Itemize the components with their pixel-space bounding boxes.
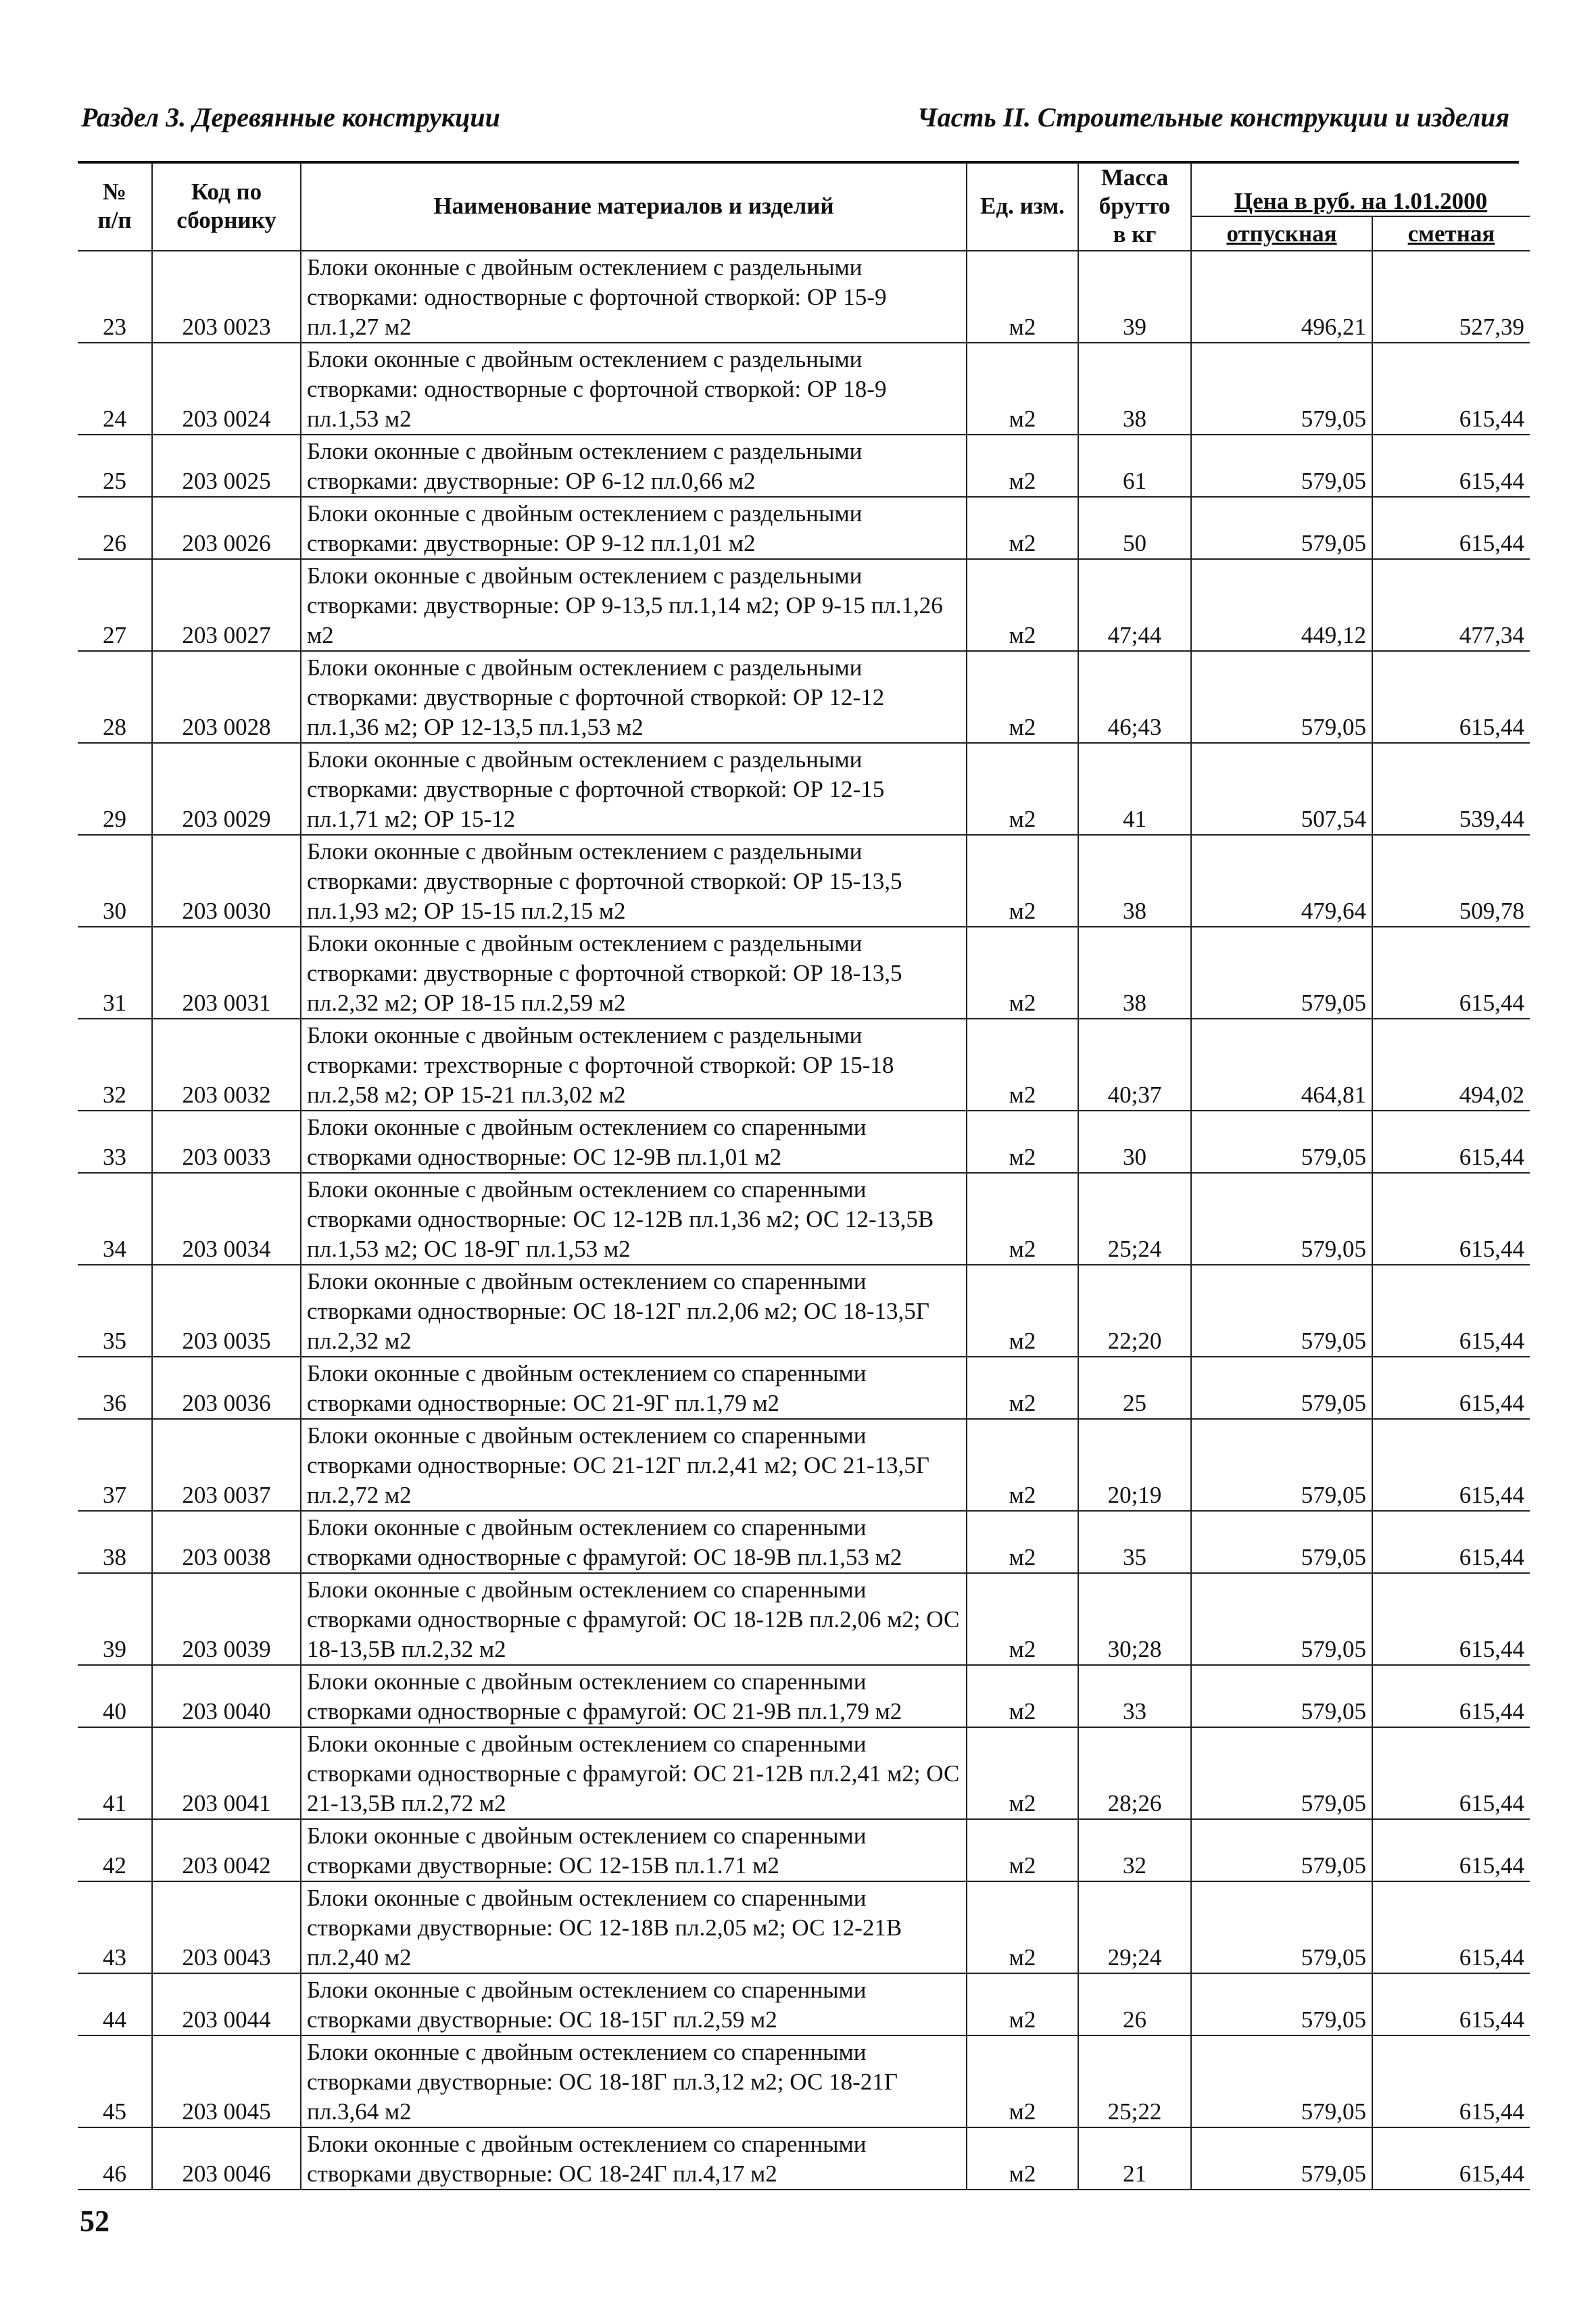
col-header-price-release: отпускная — [1191, 216, 1372, 250]
row-mass: 25 — [1078, 1357, 1191, 1419]
row-price-estimate: 615,44 — [1372, 1357, 1530, 1419]
table-row — [78, 2127, 1530, 2190]
table-row — [78, 251, 1530, 343]
row-unit: м2 — [967, 1973, 1078, 2035]
row-unit: м2 — [967, 1019, 1078, 1111]
row-price-estimate: 615,44 — [1372, 1727, 1530, 1819]
row-mass: 29;24 — [1078, 1881, 1191, 1973]
row-name: Блоки оконные с двойным остеклением со спаренными створками одностворные: ОС 21-12Г пл.2,41 м2; ОС 21-13,5Г пл.2,72 м2 — [301, 1419, 967, 1511]
row-code: 203 0030 — [152, 835, 301, 927]
row-unit: м2 — [967, 435, 1078, 497]
row-unit: м2 — [967, 1357, 1078, 1419]
row-price-estimate: 615,44 — [1372, 651, 1530, 743]
row-price-release: 579,05 — [1191, 651, 1372, 743]
row-price-estimate: 615,44 — [1372, 1973, 1530, 2035]
row-mass: 35 — [1078, 1511, 1191, 1573]
row-price-release: 579,05 — [1191, 1727, 1372, 1819]
row-unit: м2 — [967, 2127, 1078, 2190]
row-name: Блоки оконные с двойным остеклением со спаренными створками двустворные: ОС 18-15Г пл.2,59 м2 — [301, 1973, 967, 2035]
row-price-estimate: 615,44 — [1372, 343, 1530, 435]
row-number: 26 — [78, 497, 152, 559]
table-row — [78, 651, 1530, 743]
row-code: 203 0026 — [152, 497, 301, 559]
row-name: Блоки оконные с двойным остеклением с раздельными створками: двустворные с форточной створкой: ОР 12-12 пл.1,36 м2; ОР 12-13,5 пл.1,53 м2 — [301, 651, 967, 743]
table-row — [78, 1019, 1530, 1111]
col-header-name: Наименование материалов и изделий — [301, 162, 967, 250]
col-header-code: Код по сборнику — [152, 162, 301, 250]
row-code: 203 0036 — [152, 1357, 301, 1419]
row-number: 41 — [78, 1727, 152, 1819]
row-name: Блоки оконные с двойным остеклением со спаренными створками одностворные с фрамугой: ОС 21-12В пл.2,41 м2; ОС 21-13,5В пл.2,72 м2 — [301, 1727, 967, 1819]
row-unit: м2 — [967, 1265, 1078, 1357]
row-name: Блоки оконные с двойным остеклением со спаренными створками одностворные: ОС 18-12Г пл.2,06 м2; ОС 18-13,5Г пл.2,32 м2 — [301, 1265, 967, 1357]
row-code: 203 0046 — [152, 2127, 301, 2190]
row-price-estimate: 615,44 — [1372, 927, 1530, 1019]
row-number: 29 — [78, 743, 152, 835]
row-mass: 38 — [1078, 927, 1191, 1019]
row-price-estimate: 477,34 — [1372, 559, 1530, 651]
row-number: 31 — [78, 927, 152, 1019]
row-unit: м2 — [967, 835, 1078, 927]
row-name: Блоки оконные с двойным остеклением со спаренными створками одностворные с фрамугой: ОС 21-9В пл.1,79 м2 — [301, 1665, 967, 1727]
row-code: 203 0043 — [152, 1881, 301, 1973]
row-price-estimate: 615,44 — [1372, 497, 1530, 559]
row-code: 203 0033 — [152, 1111, 301, 1173]
row-name: Блоки оконные с двойным остеклением с раздельными створками: двустворные с форточной створкой: ОР 15-13,5 пл.1,93 м2; ОР 15-15 пл.2,15 м2 — [301, 835, 967, 927]
row-code: 203 0039 — [152, 1573, 301, 1665]
table-row — [78, 1265, 1530, 1357]
row-mass: 30;28 — [1078, 1573, 1191, 1665]
row-code: 203 0037 — [152, 1419, 301, 1511]
row-code: 203 0024 — [152, 343, 301, 435]
row-mass: 25;24 — [1078, 1173, 1191, 1265]
row-price-estimate: 615,44 — [1372, 1573, 1530, 1665]
row-number: 44 — [78, 1973, 152, 2035]
row-code: 203 0045 — [152, 2035, 301, 2127]
row-mass: 25;22 — [1078, 2035, 1191, 2127]
row-price-estimate: 615,44 — [1372, 2127, 1530, 2190]
row-price-release: 579,05 — [1191, 1881, 1372, 1973]
table-row — [78, 435, 1530, 497]
row-price-release: 579,05 — [1191, 2035, 1372, 2127]
row-price-estimate: 615,44 — [1372, 1173, 1530, 1265]
table-row — [78, 1727, 1530, 1819]
row-price-release: 579,05 — [1191, 1111, 1372, 1173]
table-row — [78, 2035, 1530, 2127]
col-header-mass: Масса брутто в кг — [1078, 162, 1191, 250]
col-header-price-estimate: сметная — [1372, 216, 1530, 250]
row-number: 30 — [78, 835, 152, 927]
row-name: Блоки оконные с двойным остеклением со спаренными створками двустворные: ОС 12-18В пл.2,05 м2; ОС 12-21В пл.2,40 м2 — [301, 1881, 967, 1973]
table-row — [78, 343, 1530, 435]
row-unit: м2 — [967, 1419, 1078, 1511]
row-number: 46 — [78, 2127, 152, 2190]
row-unit: м2 — [967, 251, 1078, 343]
row-price-estimate: 615,44 — [1372, 1819, 1530, 1881]
table-row — [78, 743, 1530, 835]
row-price-release: 579,05 — [1191, 1419, 1372, 1511]
row-price-release: 579,05 — [1191, 1511, 1372, 1573]
row-price-release: 479,64 — [1191, 835, 1372, 927]
row-number: 33 — [78, 1111, 152, 1173]
row-price-release: 464,81 — [1191, 1019, 1372, 1111]
row-price-release: 579,05 — [1191, 1265, 1372, 1357]
row-mass: 40;37 — [1078, 1019, 1191, 1111]
row-price-estimate: 615,44 — [1372, 2035, 1530, 2127]
row-number: 42 — [78, 1819, 152, 1881]
row-name: Блоки оконные с двойным остеклением со спаренными створками двустворные: ОС 18-24Г пл.4,17 м2 — [301, 2127, 967, 2190]
section-header: Раздел 3. Деревянные конструкции — [81, 102, 500, 132]
row-mass: 28;26 — [1078, 1727, 1191, 1819]
row-price-release: 579,05 — [1191, 497, 1372, 559]
row-unit: м2 — [967, 1819, 1078, 1881]
row-number: 25 — [78, 435, 152, 497]
row-price-release: 507,54 — [1191, 743, 1372, 835]
row-unit: м2 — [967, 1665, 1078, 1727]
row-mass: 41 — [1078, 743, 1191, 835]
table-row — [78, 1419, 1530, 1511]
row-mass: 33 — [1078, 1665, 1191, 1727]
row-mass: 61 — [1078, 435, 1191, 497]
row-name: Блоки оконные с двойным остеклением с раздельными створками: одностворные с форточной створкой: ОР 18-9 пл.1,53 м2 — [301, 343, 967, 435]
row-code: 203 0029 — [152, 743, 301, 835]
row-price-estimate: 615,44 — [1372, 1111, 1530, 1173]
row-price-release: 579,05 — [1191, 1173, 1372, 1265]
row-number: 39 — [78, 1573, 152, 1665]
row-unit: м2 — [967, 743, 1078, 835]
table-row — [78, 1173, 1530, 1265]
row-code: 203 0035 — [152, 1265, 301, 1357]
row-mass: 38 — [1078, 343, 1191, 435]
row-mass: 50 — [1078, 497, 1191, 559]
row-price-estimate: 615,44 — [1372, 435, 1530, 497]
row-price-estimate: 615,44 — [1372, 1881, 1530, 1973]
row-name: Блоки оконные с двойным остеклением с раздельными створками: двустворные с форточной створкой: ОР 12-15 пл.1,71 м2; ОР 15-12 — [301, 743, 967, 835]
table-row — [78, 1819, 1530, 1881]
row-code: 203 0038 — [152, 1511, 301, 1573]
row-price-estimate: 615,44 — [1372, 1665, 1530, 1727]
row-price-estimate: 615,44 — [1372, 1419, 1530, 1511]
row-unit: м2 — [967, 497, 1078, 559]
row-name: Блоки оконные с двойным остеклением со спаренными створками двустворные: ОС 12-15В пл.1.71 м2 — [301, 1819, 967, 1881]
row-price-release: 579,05 — [1191, 927, 1372, 1019]
row-price-estimate: 509,78 — [1372, 835, 1530, 927]
row-price-release: 496,21 — [1191, 251, 1372, 343]
col-header-num: № п/п — [78, 162, 152, 250]
row-name: Блоки оконные с двойным остеклением со спаренными створками двустворные: ОС 18-18Г пл.3,12 м2; ОС 18-21Г пл.3,64 м2 — [301, 2035, 967, 2127]
table-row — [78, 1573, 1530, 1665]
row-name: Блоки оконные с двойным остеклением со спаренными створками одностворные с фрамугой: ОС 18-9В пл.1,53 м2 — [301, 1511, 967, 1573]
row-code: 203 0041 — [152, 1727, 301, 1819]
table-row — [78, 1511, 1530, 1573]
row-number: 36 — [78, 1357, 152, 1419]
row-price-estimate: 615,44 — [1372, 1265, 1530, 1357]
row-price-release: 579,05 — [1191, 1357, 1372, 1419]
row-number: 40 — [78, 1665, 152, 1727]
part-header: Часть II. Строительные конструкции и изделия — [917, 102, 1509, 132]
row-price-estimate: 615,44 — [1372, 1511, 1530, 1573]
row-code: 203 0044 — [152, 1973, 301, 2035]
col-header-unit: Ед. изм. — [967, 162, 1078, 250]
row-price-release: 579,05 — [1191, 1573, 1372, 1665]
row-mass: 20;19 — [1078, 1419, 1191, 1511]
row-price-release: 579,05 — [1191, 1973, 1372, 2035]
table-row — [78, 1973, 1530, 2035]
row-code: 203 0025 — [152, 435, 301, 497]
row-unit: м2 — [967, 1881, 1078, 1973]
row-number: 45 — [78, 2035, 152, 2127]
row-code: 203 0040 — [152, 1665, 301, 1727]
row-name: Блоки оконные с двойным остеклением со спаренными створками одностворные: ОС 12-9В пл.1,01 м2 — [301, 1111, 967, 1173]
table-row — [78, 559, 1530, 651]
row-code: 203 0034 — [152, 1173, 301, 1265]
row-number: 23 — [78, 251, 152, 343]
row-unit: м2 — [967, 2035, 1078, 2127]
row-name: Блоки оконные с двойным остеклением с раздельными створками: трехстворные с форточной створкой: ОР 15-18 пл.2,58 м2; ОР 15-21 пл.3,02 м2 — [301, 1019, 967, 1111]
row-number: 43 — [78, 1881, 152, 1973]
row-code: 203 0027 — [152, 559, 301, 651]
row-name: Блоки оконные с двойным остеклением со спаренными створками одностворные: ОС 21-9Г пл.1,79 м2 — [301, 1357, 967, 1419]
row-number: 35 — [78, 1265, 152, 1357]
row-name: Блоки оконные с двойным остеклением с раздельными створками: двустворные: ОР 9-12 пл.1,01 м2 — [301, 497, 967, 559]
row-mass: 46;43 — [1078, 651, 1191, 743]
row-name: Блоки оконные с двойным остеклением с раздельными створками: одностворные с форточной створкой: ОР 15-9 пл.1,27 м2 — [301, 251, 967, 343]
row-price-release: 579,05 — [1191, 1819, 1372, 1881]
row-name: Блоки оконные с двойным остеклением со спаренными створками одностворные: ОС 12-12В пл.1,36 м2; ОС 12-13,5В пл.1,53 м2; ОС 18-9Г пл.1,53 м2 — [301, 1173, 967, 1265]
row-unit: м2 — [967, 1511, 1078, 1573]
table-row — [78, 497, 1530, 559]
row-number: 38 — [78, 1511, 152, 1573]
row-unit: м2 — [967, 1173, 1078, 1265]
row-unit: м2 — [967, 1727, 1078, 1819]
table-row — [78, 1665, 1530, 1727]
price-table — [78, 162, 1530, 2190]
table-row — [78, 927, 1530, 1019]
row-mass: 39 — [1078, 251, 1191, 343]
row-price-release: 579,05 — [1191, 343, 1372, 435]
row-mass: 30 — [1078, 1111, 1191, 1173]
row-unit: м2 — [967, 1111, 1078, 1173]
row-price-estimate: 494,02 — [1372, 1019, 1530, 1111]
row-number: 37 — [78, 1419, 152, 1511]
row-mass: 22;20 — [1078, 1265, 1191, 1357]
row-number: 27 — [78, 559, 152, 651]
row-unit: м2 — [967, 927, 1078, 1019]
col-header-price-group: Цена в руб. на 1.01.2000 — [1234, 188, 1488, 214]
row-unit: м2 — [967, 651, 1078, 743]
row-code: 203 0042 — [152, 1819, 301, 1881]
table-body — [78, 251, 1530, 2190]
row-price-release: 579,05 — [1191, 2127, 1372, 2190]
row-unit: м2 — [967, 559, 1078, 651]
row-unit: м2 — [967, 343, 1078, 435]
row-mass: 32 — [1078, 1819, 1191, 1881]
row-price-estimate: 527,39 — [1372, 251, 1530, 343]
row-mass: 21 — [1078, 2127, 1191, 2190]
row-name: Блоки оконные с двойным остеклением с раздельными створками: двустворные с форточной створкой: ОР 18-13,5 пл.2,32 м2; ОР 18-15 пл.2,59 м2 — [301, 927, 967, 1019]
row-number: 24 — [78, 343, 152, 435]
row-price-release: 579,05 — [1191, 1665, 1372, 1727]
row-mass: 26 — [1078, 1973, 1191, 2035]
table-row — [78, 1357, 1530, 1419]
row-number: 34 — [78, 1173, 152, 1265]
row-mass: 47;44 — [1078, 559, 1191, 651]
table-row — [78, 1111, 1530, 1173]
row-price-estimate: 539,44 — [1372, 743, 1530, 835]
table-row — [78, 1881, 1530, 1973]
row-code: 203 0031 — [152, 927, 301, 1019]
row-code: 203 0032 — [152, 1019, 301, 1111]
row-price-release: 449,12 — [1191, 559, 1372, 651]
row-mass: 38 — [1078, 835, 1191, 927]
row-unit: м2 — [967, 1573, 1078, 1665]
row-code: 203 0023 — [152, 251, 301, 343]
table-row — [78, 835, 1530, 927]
row-price-release: 579,05 — [1191, 435, 1372, 497]
row-number: 32 — [78, 1019, 152, 1111]
row-name: Блоки оконные с двойным остеклением с раздельными створками: двустворные: ОР 9-13,5 пл.1,14 м2; ОР 9-15 пл.1,26 м2 — [301, 559, 967, 651]
row-name: Блоки оконные с двойным остеклением с раздельными створками: двустворные: ОР 6-12 пл.0,66 м2 — [301, 435, 967, 497]
row-name: Блоки оконные с двойным остеклением со спаренными створками одностворные с фрамугой: ОС 18-12В пл.2,06 м2; ОС 18-13,5В пл.2,32 м2 — [301, 1573, 967, 1665]
page-number: 52 — [80, 2204, 110, 2238]
row-number: 28 — [78, 651, 152, 743]
row-code: 203 0028 — [152, 651, 301, 743]
